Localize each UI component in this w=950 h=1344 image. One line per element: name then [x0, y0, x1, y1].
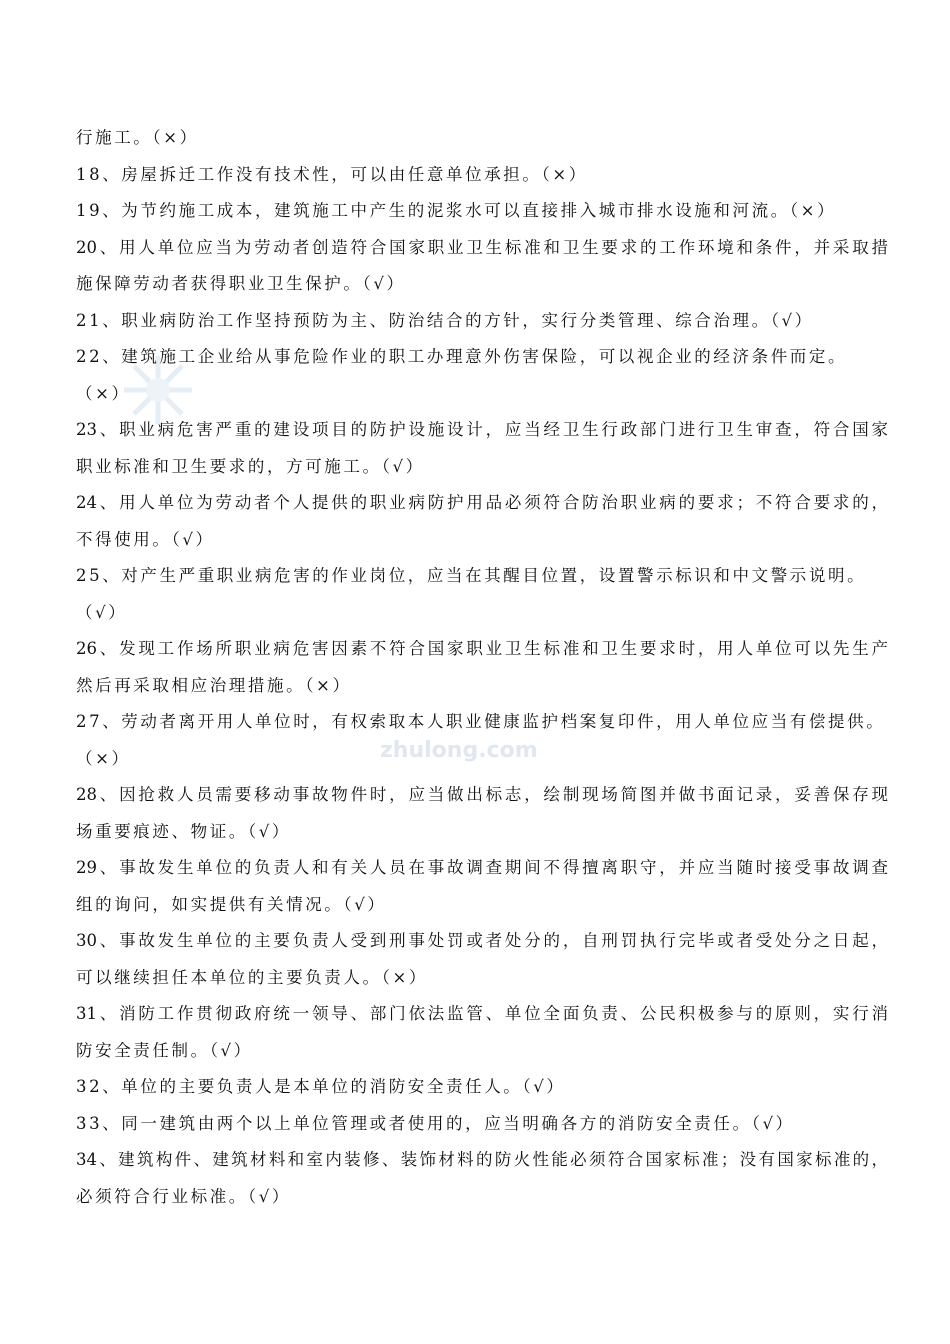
text-line: 20、用人单位应当为劳动者创造符合国家职业卫生标准和卫生要求的工作环境和条件，并采取措 — [76, 237, 888, 257]
text-line: 23、职业病危害严重的建设项目的防护设施设计，应当经卫生行政部门进行卫生审查，符合国家 — [76, 420, 888, 439]
text-line: 施保障劳动者获得职业卫生保护。（√） — [76, 274, 406, 293]
question-list — [76, 120, 888, 1215]
text-line: 必须符合行业标准。（√） — [76, 1186, 291, 1206]
text-line: 然后再采取相应治理措施。（×） — [76, 675, 352, 695]
text-line: 场重要痕迹、物证。（√） — [76, 821, 291, 841]
text-line: 31、消防工作贯彻政府统一领导、部门依法监管、单位全面负责、公民积极参与的原则，实行消 — [76, 1004, 888, 1023]
text-line: （√） — [76, 602, 128, 622]
text-line: 不得使用。（√） — [76, 529, 215, 549]
text-line: 26、发现工作场所职业病危害因素不符合国家职业卫生标准和卫生要求时，用人单位可以先生产 — [76, 639, 888, 658]
text-line: 组的询问，如实提供有关情况。（√） — [76, 894, 387, 914]
text-line: 30、事故发生单位的主要负责人受到刑事处罚或者处分的，自刑罚执行完毕或者受处分之日起， — [76, 931, 888, 950]
text-line: 22、建筑施工企业给从事危险作业的职工办理意外伤害保险，可以视企业的经济条件而定。 — [76, 347, 848, 366]
text-line: 32、单位的主要负责人是本单位的消防安全责任人。（√） — [76, 1077, 566, 1096]
text-line: 24、用人单位为劳动者个人提供的职业病防护用品必须符合防治职业病的要求；不符合要求的， — [76, 493, 888, 512]
text-line: 21、职业病防治工作坚持预防为主、防治结合的方针，实行分类管理、综合治理。（√） — [76, 310, 814, 330]
text-line: 28、因抢救人员需要移动事故物件时，应当做出标志，绘制现场简图并做书面记录，妥善保存现 — [76, 785, 888, 804]
text-line: 34、建筑构件、建筑材料和室内装修、装饰材料的防火性能必须符合国家标准；没有国家标准的， — [76, 1150, 888, 1169]
text-line: 可以继续担任本单位的主要负责人。（×） — [76, 967, 428, 987]
text-line: 职业标准和卫生要求的，方可施工。（√） — [76, 456, 425, 476]
text-line: 防安全责任制。（√） — [76, 1040, 253, 1060]
text-line: （×） — [76, 748, 131, 768]
watermark-text: zhulong.com — [380, 738, 538, 763]
text-line: （×） — [76, 383, 131, 403]
text-line: 19、为节约施工成本，建筑施工中产生的泥浆水可以直接排入城市排水设施和河流。（×） — [76, 201, 837, 220]
text-line: 25、对产生严重职业病危害的作业岗位，应当在其醒目位置，设置警示标识和中文警示说明。 — [76, 566, 867, 585]
text-line: 18、房屋拆迁工作没有技术性，可以由任意单位承担。（×） — [76, 164, 588, 184]
text-line: 27、劳动者离开用人单位时，有权索取本人职业健康监护档案复印件，用人单位应当有偿提供。 — [76, 712, 886, 731]
text-line: 29、事故发生单位的负责人和有关人员在事故调查期间不得擅离职守，并应当随时接受事故调查 — [76, 858, 888, 877]
text-line: 33、同一建筑由两个以上单位管理或者使用的，应当明确各方的消防安全责任。（√） — [76, 1113, 795, 1133]
text-line: 行施工。（×） — [76, 128, 199, 147]
